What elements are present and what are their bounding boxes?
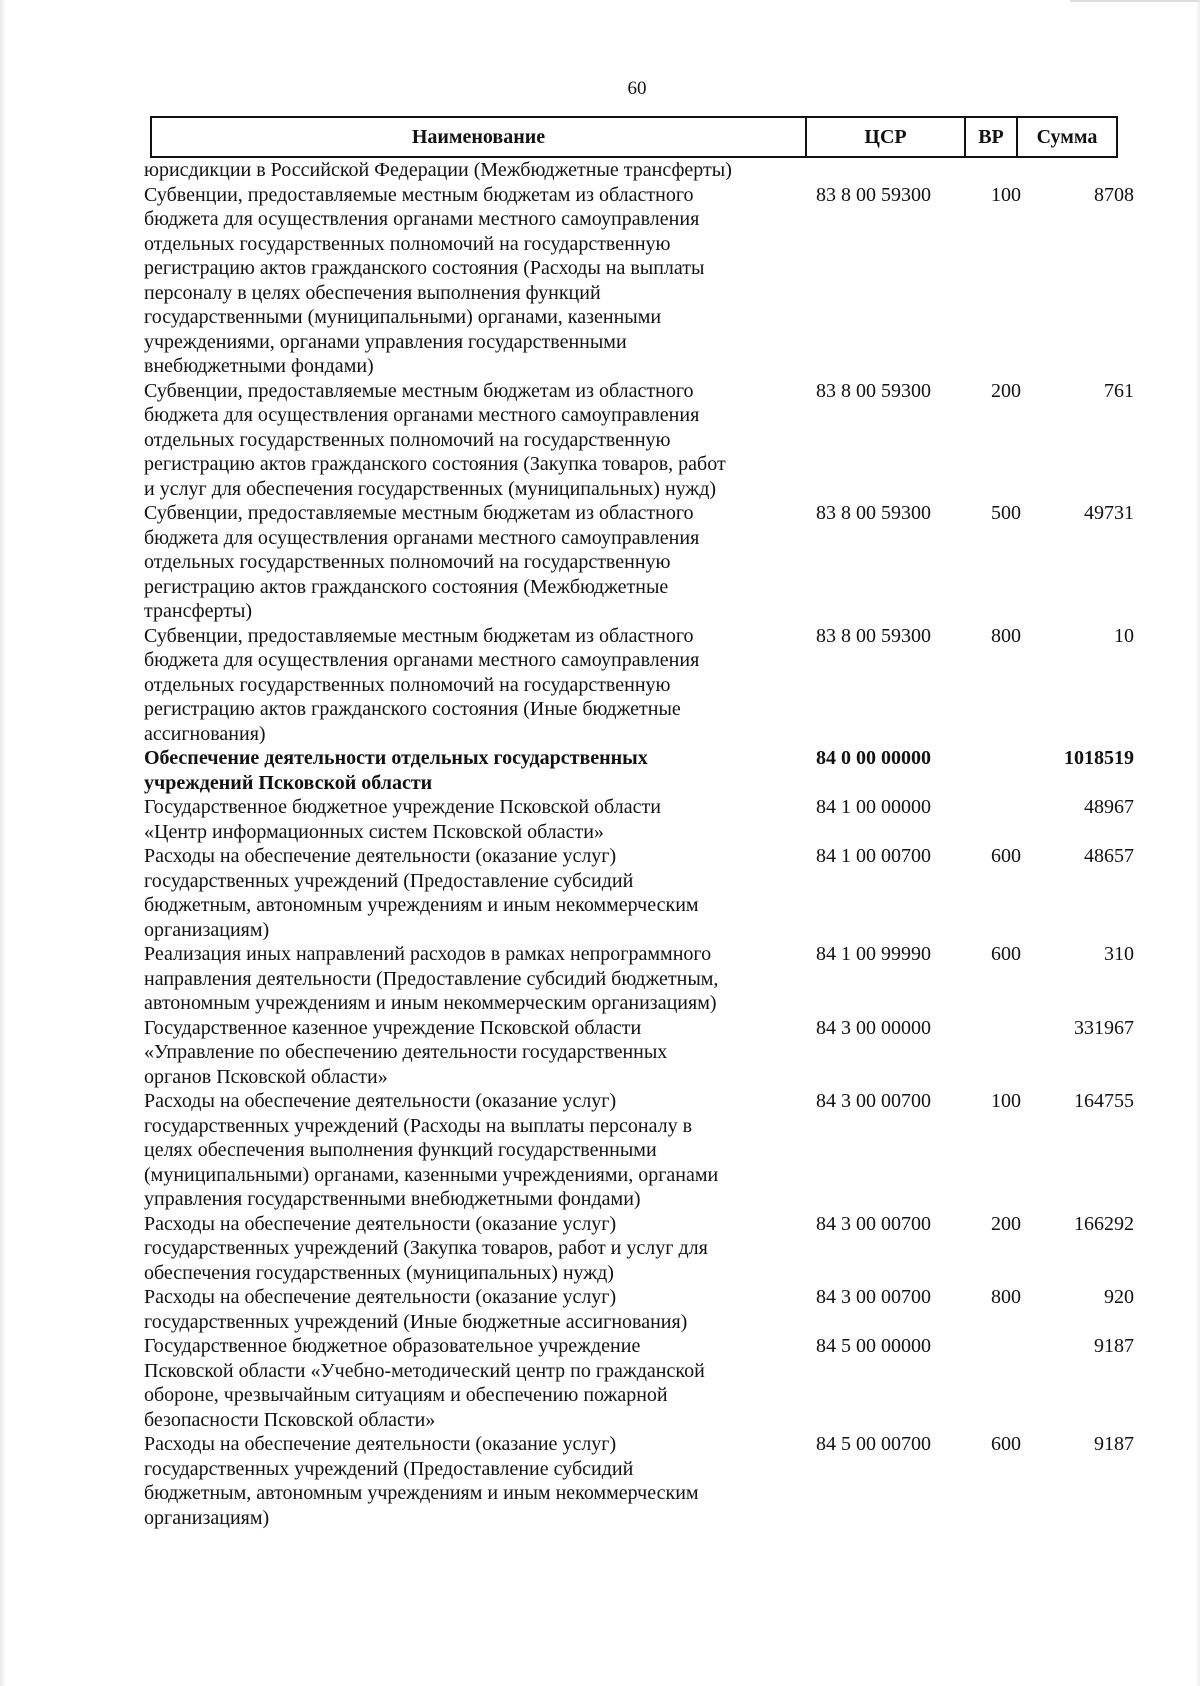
row-name: Расходы на обеспечение деятельности (оказание услуг) государственных учреждений (Предоставление субсидий бюджетным, автономным учреждениям и иным некоммерческим организациям) [144,1433,699,1529]
row-name: Расходы на обеспечение деятельности (оказание услуг) государственных учреждений (Предоставление субсидий бюджетным, автономным учреждениям и иным некоммерческим организациям) [144,845,699,941]
table-row-section-total [144,746,1134,795]
row-vr: 100 [991,1090,1021,1112]
scan-edge-left [0,0,6,1686]
row-vr: 800 [991,1286,1021,1308]
row-name: юрисдикции в Российской Федерации (Межбюджетные трансферты) [144,159,732,181]
table-header [150,116,1118,158]
row-csr: 84 5 00 00700 [816,1433,931,1455]
row-sum: 48657 [1084,845,1134,867]
table-row [144,624,1134,747]
row-vr: 600 [991,943,1021,965]
row-sum: 9187 [1094,1433,1134,1455]
row-sum: 1018519 [1064,747,1134,769]
table-row [144,501,1134,624]
row-name: Государственное бюджетное образовательное учреждение Псковской области «Учебно-методический центр по гражданской обороне, чрезвычайным ситуациям и обеспечению пожарной безопасности Псковской области» [144,1335,705,1431]
row-name: Обеспечение деятельности отдельных государственных учреждений Псковской области [144,747,648,794]
row-vr: 800 [991,624,1021,647]
scan-corner-mark [1070,0,1200,2]
table-row [144,1334,1134,1432]
row-name: Расходы на обеспечение деятельности (оказание услуг) государственных учреждений (Иные бюджетные ассигнования) [144,1286,688,1333]
header-sum: Сумма [1036,125,1098,148]
row-name: Субвенции, предоставляемые местным бюджетам из областного бюджета для осуществления органами местного самоуправления отдельных государственных полномочий на государственную регистрацию актов гражданского состояния (Расходы на выплаты персоналу в целях обеспечения выполнения функций государственными (муниципальными) органами, казенными учреждениями, органами управления государственными внебюджетными фондами) [144,183,705,377]
table-row [144,795,1134,844]
row-sum: 331967 [1074,1016,1134,1039]
row-sum: 166292 [1074,1212,1134,1235]
table-row [144,1089,1134,1212]
row-sum: 8708 [1094,183,1134,206]
row-name: Реализация иных направлений расходов в рамках непрограммного направления деятельности (Предоставление субсидий бюджетным, автономным учреждениям и иным некоммерческим организациям) [144,943,719,1014]
header-name: Наименование [152,118,807,156]
row-csr: 83 8 00 59300 [816,183,931,206]
row-name: Субвенции, предоставляемые местным бюджетам из областного бюджета для осуществления органами местного самоуправления отдельных государственных полномочий на государственную регистрацию актов гражданского состояния (Иные бюджетные ассигнования) [144,624,700,745]
row-csr: 84 1 00 00000 [816,796,931,818]
row-csr: 84 1 00 99990 [816,943,931,965]
header-vr: ВР [966,118,1018,156]
table-row [144,1285,1134,1334]
row-csr: 84 3 00 00000 [816,1016,931,1039]
row-csr: 84 5 00 00000 [816,1335,931,1357]
row-csr: 84 3 00 00700 [816,1090,931,1112]
row-vr: 200 [991,379,1021,402]
row-sum: 920 [1104,1286,1134,1308]
row-csr: 84 3 00 00700 [816,1286,931,1308]
row-sum: 761 [1104,379,1134,402]
table-row [144,942,1134,1016]
row-vr: 600 [991,845,1021,867]
row-name: Государственное казенное учреждение Псковской области «Управление по обеспечению деятельности государственных органов Псковской области» [144,1016,668,1088]
row-vr: 100 [991,183,1021,206]
scan-edge-right [1196,0,1200,1686]
row-csr: 84 0 00 00000 [816,747,931,769]
page-number: 60 [627,78,647,99]
row-vr: 600 [991,1433,1021,1455]
row-name: Субвенции, предоставляемые местным бюджетам из областного бюджета для осуществления органами местного самоуправления отдельных государственных полномочий на государственную регистрацию актов гражданского состояния (Закупка товаров, работ и услуг для обеспечения государственных (муниципальных) нужд) [144,379,726,500]
row-sum: 310 [1104,943,1134,965]
table-row [144,844,1134,942]
table-row [144,1432,1134,1530]
row-csr: 83 8 00 59300 [816,502,931,524]
row-vr: 500 [991,502,1021,524]
row-sum: 164755 [1074,1090,1134,1112]
row-name: Субвенции, предоставляемые местным бюджетам из областного бюджета для осуществления органами местного самоуправления отдельных государственных полномочий на государственную регистрацию актов гражданского состояния (Межбюджетные трансферты) [144,502,700,622]
row-csr: 83 8 00 59300 [816,379,931,402]
row-sum: 9187 [1094,1335,1134,1357]
row-csr: 84 3 00 00700 [816,1212,931,1235]
row-name: Расходы на обеспечение деятельности (оказание услуг) государственных учреждений (Расходы на выплаты персоналу в целях обеспечения выполнения функций государственными (муниципальными) органами, казенными учреждениями, органами управления государственными внебюджетными фондами) [144,1090,719,1210]
row-vr: 200 [991,1212,1021,1235]
row-sum: 48967 [1084,796,1134,818]
table-row [144,183,1134,379]
header-csr: ЦСР [807,118,966,156]
table-row [144,379,1134,502]
row-csr: 83 8 00 59300 [816,624,931,647]
table-row [144,1212,1134,1286]
row-csr: 84 1 00 00700 [816,845,931,867]
table-row [144,1016,1134,1090]
row-name: Государственное бюджетное учреждение Псковской области «Центр информационных систем Псковской области» [144,796,661,843]
row-name: Расходы на обеспечение деятельности (оказание услуг) государственных учреждений (Закупка товаров, работ и услуг для обеспечения государственных (муниципальных) нужд) [144,1212,708,1284]
row-sum: 49731 [1084,502,1134,524]
row-sum: 10 [1114,624,1134,647]
table-row [144,158,1134,183]
table-body [144,158,1134,1530]
